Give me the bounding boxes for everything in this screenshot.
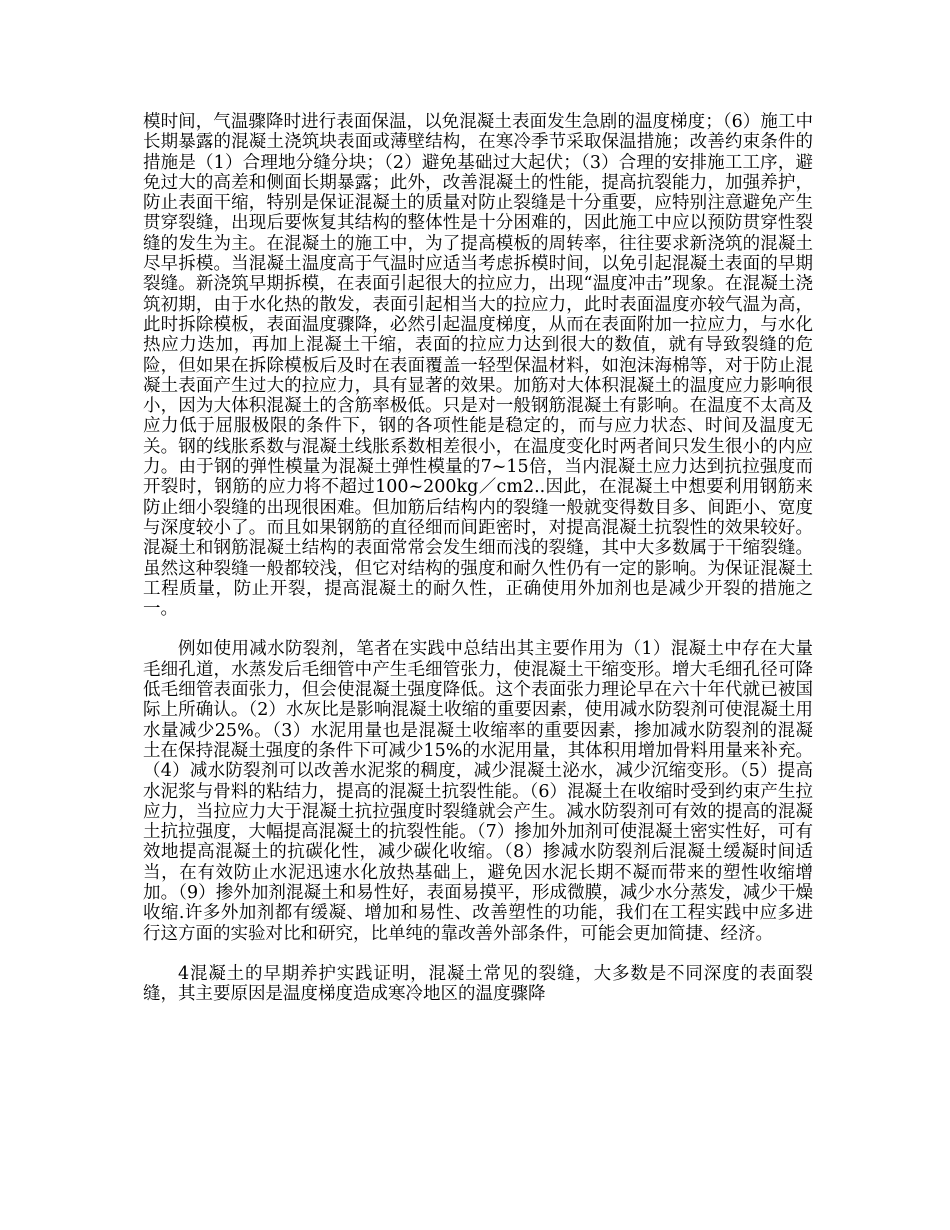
paragraph-2: 例如使用减水防裂剂，笔者在实践中总结出其主要作用为（1）混凝土中存在大量毛细孔道，水蒸发后毛细管中产生毛细管张力，使混凝土干缩变形。增大毛细孔径可降低毛细管表面张力，但会使混凝土强度降低。这个表面张力理论早在六十年代就已被国际上所确认。（2）水灰比是影响混凝土收缩的重要因素，使用减水防裂剂可使混凝土用水量减少25%。（3）水泥用量也是混凝土收缩率的重要因素，掺加减水防裂剂的混凝土在保持混凝土强度的条件下可减少15%的水泥用量，其体积用增加骨料用量来补充。（4）减水防裂剂可以改善水泥浆的稠度，减少混凝土泌水，减少沉缩变形。（5）提高水泥浆与骨料的粘结力，提高的混凝土抗裂性能。（6）混凝土在收缩时受到约束产生拉应力，当拉应力大于混凝土抗拉强度时裂缝就会产生。减水防裂剂可有效的提高的混凝土抗拉强度，大幅提高混凝土的抗裂性能。（7）掺加外加剂可使混凝土密实性好，可有效地提高混凝土的抗碳化性，减少碳化收缩。（8）掺减水防裂剂后混凝土缓凝时间适当，在有效防止水泥迅速水化放热基础上，避免因水泥长期不凝而带来的塑性收缩增加。（9）掺外加剂混凝土和易性好，表面易摸平，形成微膜，减少水分蒸发，减少干燥收缩.许多外加剂都有缓凝、增加和易性、改善塑性的功能，我们在工程实践中应多进行这方面的实验对比和研究，比单纯的靠改善外部条件，可能会更加简捷、经济。 [143, 639, 813, 944]
document-body [143, 112, 813, 1004]
paragraph-3: 4混凝土的早期养护实践证明，混凝土常见的裂缝，大多数是不同深度的表面裂缝，其主要原因是温度梯度造成寒冷地区的温度骤降 [143, 963, 813, 1005]
paragraph-1: 模时间，气温骤降时进行表面保温，以免混凝土表面发生急剧的温度梯度；（6）施工中长期暴露的混凝土浇筑块表面或薄壁结构，在寒冷季节采取保温措施；改善约束条件的措施是（1）合理地分缝分块；（2）避免基础过大起伏；（3）合理的安排施工工序，避免过大的高差和侧面长期暴露；此外，改善混凝土的性能，提高抗裂能力，加强养护，防止表面干缩，特别是保证混凝土的质量对防止裂缝是十分重要，应特别注意避免产生贯穿裂缝，出现后要恢复其结构的整体性是十分困难的，因此施工中应以预防贯穿性裂缝的发生为主。在混凝土的施工中，为了提高模板的周转率，往往要求新浇筑的混凝土尽早拆模。当混凝土温度高于气温时应适当考虑拆模时间，以免引起混凝土表面的早期裂缝。新浇筑早期拆模，在表面引起很大的拉应力，出现“温度冲击”现象。在混凝土浇筑初期，由于水化热的散发，表面引起相当大的拉应力，此时表面温度亦较气温为高，此时拆除模板，表面温度骤降，必然引起温度梯度，从而在表面附加一拉应力，与水化热应力迭加，再加上混凝土干缩，表面的拉应力达到很大的数值，就有导致裂缝的危险，但如果在拆除模板后及时在表面覆盖一轻型保温材料，如泡沫海棉等，对于防止混凝土表面产生过大的拉应力，具有显著的效果。加筋对大体积混凝土的温度应力影响很小，因为大体积混凝土的含筋率极低。只是对一般钢筋混凝土有影响。在温度不太高及应力低于屈服极限的条件下，钢的各项性能是稳定的，而与应力状态、时间及温度无关。钢的线胀系数与混凝土线胀系数相差很小，在温度变化时两者间只发生很小的内应力。由于钢的弹性模量为混凝土弹性模量的7~15倍，当内混凝土应力达到抗拉强度而开裂时，钢筋的应力将不超过100~200kg／cm2..因此，在混凝土中想要利用钢筋来防止细小裂缝的出现很困难。但加筋后结构内的裂缝一般就变得数目多、间距小、宽度与深度较小了。而且如果钢筋的直径细而间距密时，对提高混凝土抗裂性的效果较好。混凝土和钢筋混凝土结构的表面常常会发生细而浅的裂缝，其中大多数属于干缩裂缝。虽然这种裂缝一般都较浅，但它对结构的强度和耐久性仍有一定的影响。为保证混凝土工程质量，防止开裂，提高混凝土的耐久性，正确使用外加剂也是减少开裂的措施之一。 [143, 112, 813, 620]
